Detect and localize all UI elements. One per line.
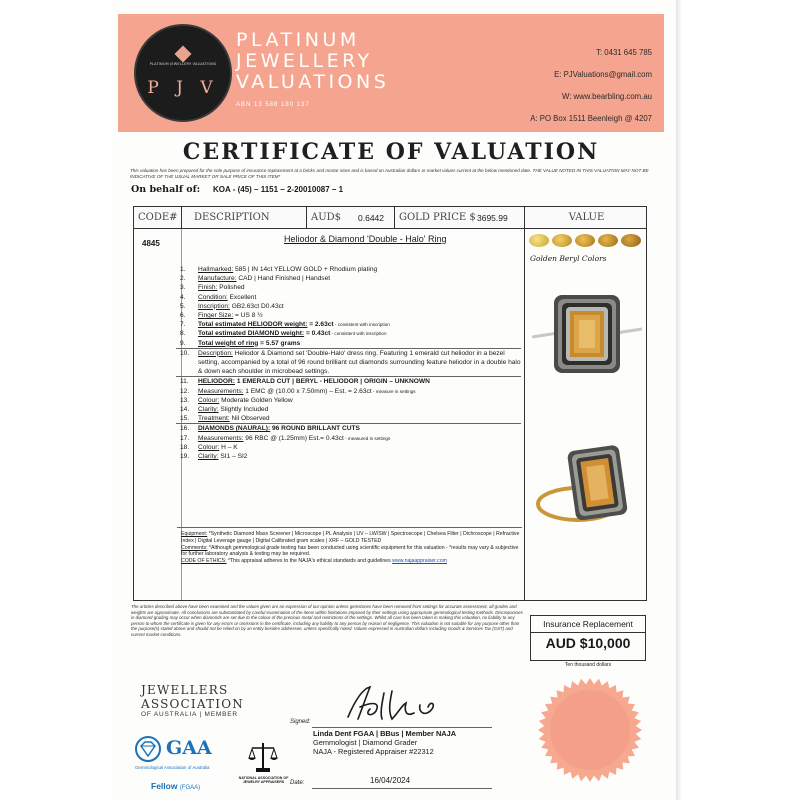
insurance-title: Insurance Replacement	[543, 619, 633, 629]
value-header: VALUE	[568, 212, 605, 223]
jaa-line-2: ASSOCIATION	[141, 697, 244, 711]
spec-label: Colour:	[198, 396, 220, 404]
item-title: Heliodor & Diamond 'Double - Halo' Ring	[284, 234, 447, 244]
gaa-logo-text: GAA	[166, 737, 212, 759]
spec-number: 1.	[180, 266, 186, 273]
spec-label: Total weight of ring	[198, 339, 259, 347]
beryl-swatch	[529, 234, 549, 247]
spec-value: = 5.57 grams	[258, 339, 301, 347]
contact-details	[530, 42, 652, 130]
spec-item	[176, 274, 521, 283]
testing-notes	[177, 527, 522, 565]
beryl-swatch	[552, 234, 572, 247]
certificate-title: CERTIFICATE OF VALUATION	[182, 139, 600, 165]
fellow-sub: (FGAA)	[179, 785, 201, 791]
divider	[394, 207, 395, 229]
spec-item	[176, 396, 521, 405]
spec-number: 16.	[180, 425, 190, 433]
spec-label: Manufacture:	[198, 275, 237, 283]
spec-item	[176, 329, 521, 338]
signer-role: Gemmologist | Diamond Grader	[313, 738, 418, 747]
spec-value: Moderate Golden Yellow	[219, 396, 293, 404]
spec-item	[176, 348, 521, 377]
spec-number: 11.	[180, 378, 189, 386]
spec-label: Total estimated DIAMOND weight:	[198, 330, 305, 338]
jaa-line-1: JEWELLERS	[141, 683, 229, 697]
comments-text: *Although gemmological grade testing has been conducted using scientific equipment for this valuation - *results may vary & subjective for further laboratory analysis & testing may be required.	[181, 544, 519, 558]
spec-label: Hallmarked:	[198, 266, 234, 273]
address: A: PO Box 1511 Beenleigh @ 4207	[530, 114, 652, 123]
spec-note: - measured in settings	[343, 435, 391, 441]
spec-number: 17.	[180, 434, 190, 442]
spec-label: Clarity:	[198, 406, 219, 414]
divider	[181, 207, 182, 229]
on-behalf-label: On behalf of:	[131, 184, 201, 195]
spec-value: H – K	[219, 443, 238, 451]
seal-center	[550, 690, 630, 770]
divider	[306, 207, 307, 229]
spec-number: 7.	[180, 321, 186, 329]
date-value: 16/04/2024	[370, 776, 411, 785]
code-header: CODE#	[138, 212, 178, 223]
ethics-label: CODE OF ETHICS:	[181, 558, 227, 565]
spec-label: Finger Size:	[198, 312, 234, 320]
spec-label: Clarity:	[198, 453, 219, 461]
spec-item	[176, 452, 521, 461]
aud-rate: 0.6442	[358, 213, 384, 223]
beryl-swatch	[575, 234, 595, 247]
gaa-fellow	[151, 781, 200, 791]
comments-note	[181, 545, 522, 559]
spec-item	[176, 265, 521, 274]
spec-number: 4.	[180, 293, 186, 301]
spec-number: 5.	[180, 302, 186, 310]
spec-label: Colour:	[198, 443, 220, 451]
gaa-diamond-icon	[135, 736, 161, 762]
gold-price-header: GOLD PRICE $	[399, 212, 476, 223]
brand-line-2: JEWELLERY	[236, 50, 373, 72]
spec-number: 18.	[180, 443, 190, 451]
item-specifications	[176, 265, 521, 461]
equipment-text: *Synthetic Diamond Mass Screener | Microscope | PL Analysis | UV – LW/SW | Spectroscope | Chelsea Filter | Dichroscope | Refractive Index | Digital Leverage gauge | Digital Calibrated gram scales | XRF – GOLD TESTED	[181, 531, 520, 544]
ethics-text: *This appraisal adheres to the NAJA's ethical standards and guidelines	[226, 558, 393, 565]
equipment-note	[181, 531, 522, 545]
spec-value: Heliodor & Diamond set 'Double-Halo' dress ring. Featuring 1 emerald cut heliodor in a bezel setting, accompanied by a total of 96 round brilliant cut diamonds surrounding feature heliodor in a double halo & down each shoulder in microbead settings.	[198, 349, 521, 376]
spec-number: 2.	[180, 275, 186, 283]
signature-line	[312, 727, 492, 728]
spec-label: Description:	[198, 349, 233, 357]
spec-note: - consistent with inscription	[333, 322, 390, 328]
pjv-logo	[134, 24, 232, 122]
logo-initials: P J V	[147, 78, 219, 98]
spec-item	[176, 320, 521, 329]
spec-label: Measurements:	[198, 434, 244, 442]
spec-label: Inscription:	[198, 302, 230, 310]
spec-number: 9.	[180, 339, 186, 347]
date-line	[312, 788, 492, 789]
beryl-caption: Golden Beryl Colors	[530, 254, 607, 263]
spec-number: 13.	[180, 396, 190, 404]
spec-value: Nil Observed	[229, 415, 270, 423]
aud-header: AUD$	[311, 212, 342, 223]
website: W: www.bearbling.com.au	[562, 92, 652, 101]
on-behalf-value: KOA - (45) – 1151 – 2-20010087 – 1	[213, 185, 344, 194]
spec-note: - consistent with inscription	[330, 331, 387, 337]
spec-number: 8.	[180, 330, 186, 338]
signer-registration: NAJA - Registered Appraiser #22312	[313, 747, 434, 756]
diamond-icon	[175, 46, 192, 63]
date-label: Date:	[290, 780, 305, 786]
jaa-logo	[141, 683, 244, 711]
najaa-label: NATIONAL ASSOCIATION OF JEWELRY APPRAISERS	[238, 776, 289, 784]
purpose-statement: This valuation has been prepared for the sole purpose of insurance replacement at a bricks and mortar store and is based on Australian dollars or market values current at the below mentioned date. THE VALUE NOTED IN THIS VALUATION MAY NOT BE INDICATIVE OF THE USUAL MARKET OR SALE PRICE OF THIS ITEM*	[130, 168, 649, 179]
spec-item	[176, 311, 521, 320]
letterhead	[118, 14, 664, 132]
jaa-member: OF AUSTRALIA | MEMBER	[141, 711, 238, 718]
logo-ring-text: PLATINUM JEWELLERY VALUATIONS	[149, 62, 217, 66]
beryl-swatch	[598, 234, 618, 247]
spec-item	[176, 283, 521, 292]
spec-item	[176, 434, 521, 443]
item-code: 4845	[142, 239, 160, 248]
scales-of-justice-icon	[248, 740, 278, 774]
spec-value: 96 RBC @ (1.25mm) Est.= 0.43ct	[243, 434, 344, 442]
spec-value: 96 ROUND BRILLANT CUTS	[270, 425, 360, 433]
golden-beryl-swatches	[529, 234, 646, 248]
spec-item	[176, 423, 521, 433]
spec-item	[176, 339, 521, 348]
spec-item	[176, 387, 521, 396]
phone: T: 0431 645 785	[596, 48, 652, 57]
spec-value: Polished	[217, 284, 245, 292]
spec-number: 15.	[180, 415, 190, 423]
scan-edge	[676, 0, 682, 800]
spec-item	[176, 414, 521, 423]
equipment-label: Equipment:	[181, 531, 208, 537]
value-column-divider	[524, 207, 525, 600]
spec-number: 12.	[180, 387, 190, 395]
ethics-note	[181, 558, 522, 565]
handwritten-signature	[340, 683, 450, 725]
gaa-subtitle: Gemmological Association of Australia	[135, 765, 210, 770]
abn: ABN 13 588 180 137	[236, 102, 310, 108]
brand-name	[236, 30, 389, 93]
fellow-label: Fellow	[151, 781, 178, 791]
spec-number: 19.	[180, 453, 190, 461]
spec-note: - measure in settings	[371, 388, 416, 394]
spec-value: = 2.63ct	[307, 321, 334, 329]
description-header: DESCRIPTION	[194, 212, 270, 223]
spec-item	[176, 376, 521, 386]
spec-value: CAD | Hand Finished | Handset	[236, 275, 331, 283]
spec-item	[176, 302, 521, 311]
brand-line-3: VALUATIONS	[236, 71, 390, 93]
naja-link[interactable]: www.najaappraiser.com	[392, 558, 447, 565]
ring-top-view-photo	[532, 289, 642, 379]
spec-number: 3.	[180, 284, 186, 292]
beryl-swatch	[621, 234, 641, 247]
embossed-seal	[536, 676, 644, 784]
spec-value: Excellent	[227, 293, 257, 301]
spec-label: Condition:	[198, 293, 228, 301]
gold-price-value: 3695.99	[477, 213, 508, 223]
insurance-replacement-box	[530, 615, 646, 661]
spec-number: 14.	[180, 406, 190, 414]
signer-details	[313, 729, 456, 756]
spec-value: = US 8 ½	[233, 312, 263, 320]
spec-label: Finish:	[198, 284, 218, 292]
spec-label: Measurements:	[198, 387, 244, 395]
comments-label: Comments:	[181, 544, 208, 551]
spec-value: 585 | IN 14ct YELLOW GOLD + Rhodium plating	[233, 266, 378, 273]
valuation-table	[133, 206, 647, 601]
spec-label: Treatment:	[198, 415, 230, 423]
table-header	[134, 207, 646, 229]
signer-name: Linda Dent FGAA | BBus | Member NAJA	[313, 729, 457, 738]
email: E: PJValuations@gmail.com	[554, 70, 652, 79]
spec-value: 1 EMERALD CUT | BERYL - HELIODOR | ORIGIN – UNKNOWN	[235, 378, 430, 386]
spec-label: DIAMONDS (NAURAL):	[198, 425, 271, 433]
spec-value: Slightly Included	[218, 406, 269, 414]
spec-value: 1 EMC @ (10.00 x 7.50mm) – Est. = 2.63ct	[243, 387, 372, 395]
insurance-amount: AUD $10,000	[531, 632, 645, 651]
spec-value: GB2.63ct D0.43ct	[229, 302, 284, 310]
spec-value: SI1 – SI2	[218, 453, 248, 461]
brand-line-1: PLATINUM	[236, 29, 360, 51]
spec-label: HELIODOR:	[198, 378, 235, 386]
spec-number: 10.	[180, 349, 190, 357]
legal-disclaimer: The articles described above have been examined and the values given are an expression of our opinion unless gemstones have been removed from settings for accurate assessment, all grades and weights are approximate. All conclusions are substantiated by careful examination of the items within limitations imposed by their settings using appropriate gemmological testing methods. Discrepancies in diamond grading may occur when diamonds are set due to the colour of the precious metal and restrictions of the settings. Whilst all care has been taken in making this valuation, no liability to any person to whom the certificate is given for any errors or omissions in the certificate, including any liability to any person by reason of negligence. This valuation is not suitable for any purpose other than the purpose(s) stated above and should not be relied on by an entity besides addressee, unless specifically noted. Values expressed in Australian dollars including Goods & Services Tax (GST) and current market conditions.	[131, 604, 523, 637]
spec-item	[176, 293, 521, 302]
spec-value: = 0.43ct	[304, 330, 331, 338]
spec-item	[176, 443, 521, 452]
signed-label: Signed:	[290, 719, 311, 725]
insurance-amount-words: Ten thousand dollars	[564, 662, 612, 668]
ring-side-view-photo	[536, 442, 636, 547]
spec-item	[176, 405, 521, 414]
spec-number: 6.	[180, 312, 186, 320]
spec-label: Total estimated HELIODOR weight:	[198, 321, 308, 329]
